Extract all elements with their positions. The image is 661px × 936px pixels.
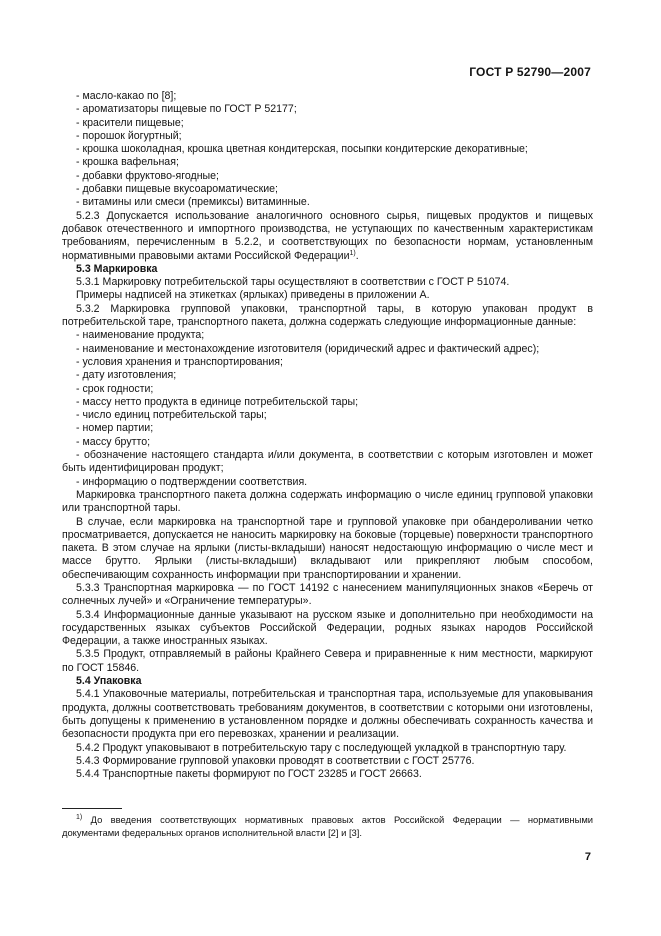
- list-item: - крошка шоколадная, крошка цветная кондитерская, посыпки кондитерские декоративные;: [62, 143, 593, 156]
- footnote: [62, 814, 593, 839]
- page-header-standard-id: ГОСТ Р 52790—2007: [469, 65, 591, 79]
- clause-5-2-3: 5.2.3 Допускается использование аналогичного основного сырья, пищевых продуктов и пищевых добавок отечественного и импортного производства, не уступающих по качественным характеристикам требованиям, перечисленным в 5.2.2, и соответствующих по безопасности нормам, установленным нормативными правовыми актами Российской Федерации$^{1)}$.: [62, 209, 593, 262]
- clause-5-2-3-text: 5.2.3 Допускается использование аналогичного основного сырья, пищевых продуктов и пищевых добавок отечественного и импортного производства, не уступающих по качественным характеристикам требованиям, перечисленным в 5.2.2, и соответствующих по безопасности нормам, установленным нормативными правовыми актами Российской Федерации: [62, 209, 593, 262]
- list-item: - обозначение настоящего стандарта и/или документа, в соответствии с которым изготовлен и может быть идентифицирован продукт;: [62, 449, 593, 475]
- list-item: - витамины или смеси (премиксы) витаминные.: [62, 196, 593, 209]
- footnote-divider: [62, 808, 122, 809]
- clause-5-3-2: 5.3.2 Маркировка групповой упаковки, транспортной тары, в которую упакован продукт в потребительской таре, транспортного пакета, должна содержать следующие информационные данные:: [62, 302, 593, 329]
- document-body: [62, 90, 593, 781]
- list-item: - наименование продукта;: [62, 329, 593, 342]
- list-item: - масло-какао по [8];: [62, 90, 593, 103]
- banding-case-paragraph: В случае, если маркировка на транспортной таре и групповой упаковке при обандероливании четко просматривается, допускается не наносить маркировку на боковые (торцевые) поверхности транспортного пакета. В этом случае на ярлыки (листы-вкладыши) наносят недостающую информацию о числе мест и массе брутто. Ярлыки (листы-вкладыши) вкладывают или прикрепляют любым способом, обеспечивающим сохранность информации при транспортировании и хранении.: [62, 515, 593, 581]
- list-item: - наименование и местонахождение изготовителя (юридический адрес и фактический адрес);: [62, 343, 593, 356]
- list-item: - массу нетто продукта в единице потребительской тары;: [62, 396, 593, 409]
- clause-5-3-1: 5.3.1 Маркировку потребительской тары осуществляют в соответствии с ГОСТ Р 51074.: [76, 276, 510, 289]
- list-item: - информацию о подтверждении соответствия.: [62, 476, 593, 489]
- list-item: - добавки фруктово-ягодные;: [62, 170, 593, 183]
- footnote-mark: 1): [76, 814, 83, 821]
- list-item: - срок годности;: [62, 383, 593, 396]
- section-heading-packaging: 5.4 Упаковка: [76, 675, 142, 688]
- list-item: - массу брутто;: [62, 436, 593, 449]
- list-item-text: обозначение настоящего стандарта и/или документа, в соответствии с которым изготовлен и может быть идентифицирован продукт;: [62, 449, 593, 475]
- clause-5-4-4: 5.4.4 Транспортные пакеты формируют по ГОСТ 23285 и ГОСТ 26663.: [76, 768, 422, 781]
- list-item: - ароматизаторы пищевые по ГОСТ Р 52177;: [62, 103, 593, 116]
- clause-5-3-5: 5.3.5 Продукт, отправляемый в районы Крайнего Севера и приравненные к ним местности, маркируют по ГОСТ 15846.: [62, 648, 593, 674]
- list-item: - номер партии;: [62, 422, 593, 435]
- clause-5-3-4: 5.3.4 Информационные данные указывают на русском языке и дополнительно при необходимости на государственных языках субъектов Российской Федерации, родных языках народов Российской Федерации, а также иностранных языках.: [62, 608, 593, 648]
- list-item: - красители пищевые;: [62, 117, 593, 130]
- clause-5-4-1: 5.4.1 Упаковочные материалы, потребительская и транспортная тара, используемые для упаковывания продукта, должны соответствовать требованиям документов, в соответствии с которыми они изготовлены, быть допущены к применению в установленном порядке и должны обеспечивать сохранность качества и безопасности продукта при его перевозках, хранении и реализации.: [62, 688, 593, 741]
- page-number: 7: [584, 851, 591, 863]
- list-item: - условия хранения и транспортирования;: [62, 356, 593, 369]
- clause-5-4-3: 5.4.3 Формирование групповой упаковки проводят в соответствии с ГОСТ 25776.: [76, 754, 475, 767]
- list-item: - дату изготовления;: [62, 369, 593, 382]
- section-heading-marking: 5.3 Маркировка: [76, 262, 158, 275]
- transport-pack-paragraph: Маркировка транспортного пакета должна содержать информацию о числе единиц групповой упаковки или транспортной тары.: [62, 488, 593, 515]
- list-item: - крошка вафельная;: [62, 156, 593, 169]
- list-item: - добавки пищевые вкусоароматические;: [62, 183, 593, 196]
- footnote-text: До введения соответствующих нормативных правовых актов Российской Федерации — нормативными документами федеральных органов исполнительной власти [2] и [3].: [62, 814, 594, 838]
- list-item: - число единиц потребительской тары;: [62, 409, 593, 422]
- examples-note: Примеры надписей на этикетках (ярлыках) приведены в приложении А.: [76, 289, 430, 302]
- clause-5-3-3: 5.3.3 Транспортная маркировка — по ГОСТ 14192 с нанесением манипуляционных знаков «Беречь от солнечных лучей» и «Ограничение температуры».: [62, 581, 593, 608]
- footnote-reference: 1): [349, 249, 356, 257]
- clause-5-4-2: 5.4.2 Продукт упаковывают в потребительскую тару с последующей укладкой в транспортную тару.: [76, 741, 567, 754]
- list-item: - порошок йогуртный;: [62, 130, 593, 143]
